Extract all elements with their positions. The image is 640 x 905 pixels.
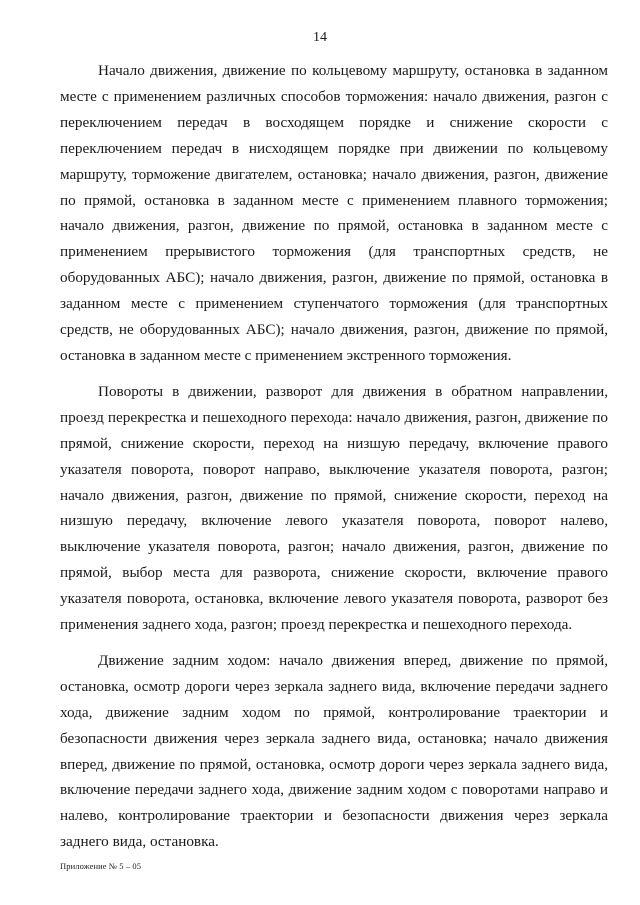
paragraph-braking: Начало движения, движение по кольцевому маршруту, остановка в заданном месте с применением различных способов торможения: начало движения, разгон с переключением передач в восходящем порядке и снижение скорости с переключением передач в нисходящем порядке при движении по кольцевому маршруту, торможение двигателем, остановка; начало движения, разгон, движение по прямой, остановка в заданном месте с применением плавного торможения; начало движения, разгон, движение по прямой, остановка в заданном месте с применением прерывистого торможения (для транспортных средств, не оборудованных АБС); начало движения, разгон, движение по прямой, остановка в заданном месте с применением ступенчатого торможения (для транспортных средств, не оборудованных АБС); начало движения, разгон, движение по прямой, остановка в заданном месте с применением экстренного торможения.	[60, 62, 608, 364]
paragraph-turns: Повороты в движении, разворот для движения в обратном направлении, проезд перекрестка и пешеходного перехода: начало движения, разгон, движение по прямой, снижение скорости, переход на низшую передачу, включение правого указателя поворота, поворот направо, выключение указателя поворота, разгон; начало движения, разгон, движение по прямой, снижение скорости, переход на низшую передачу, включение левого указателя поворота, поворот налево, выключение указателя поворота, разгон; начало движения, разгон, движение по прямой, выбор места для разворота, снижение скорости, включение правого указателя поворота, остановка, включение левого указателя поворота, разворот без применения заднего хода, разгон; проезд перекрестка и пешеходного перехода.	[60, 382, 608, 634]
document-body	[60, 58, 608, 865]
paragraph-reverse: Движение задним ходом: начало движения вперед, движение по прямой, остановка, осмотр дороги через зеркала заднего вида, включение передачи заднего хода, движение задним ходом по прямой, контролирование траектории и безопасности движения через зеркала заднего вида, остановка; начало движения вперед, движение по прямой, остановка, осмотр дороги через зеркала заднего вида, включение передачи заднего хода, движение задним ходом с поворотами направо и налево, контролирование траектории и безопасности движения через зеркала заднего вида, остановка.	[60, 651, 608, 851]
footer-appendix-note: Приложение № 5 – 05	[60, 861, 142, 871]
page-number: 14	[313, 30, 327, 45]
